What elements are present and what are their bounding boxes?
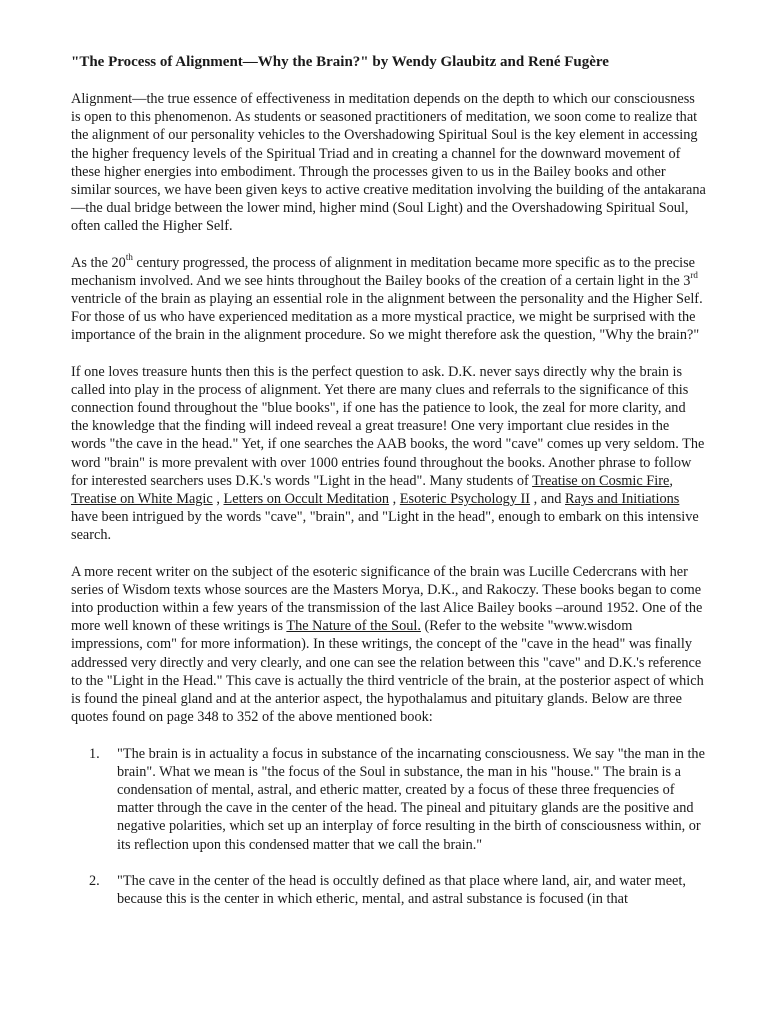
paragraph-text: Alignment—the true essence of effectiveness in meditation depends on the depth to which our consciousness is open to this phenomenon. As students or seasoned practitioners of meditation, we soon come to realize that the alignment of our personality vehicles to the Overshadowing Spiritual Soul is the key element in accessing the higher frequency levels of the Spiritual Triad and in creating a channel for the downward movement of these higher energies into embodiment. Through the processes given to us in the Bailey books and other similar sources, we have been given keys to active creative meditation involving the building of the antakarana—the dual bridge between the lower mind, higher mind (Soul Light) and the Overshadowing Spiritual Soul, often called the Higher Self. <box>71 91 706 235</box>
superscript: th <box>125 251 133 262</box>
book-title-white-magic: Treatise on White Magic <box>71 491 213 508</box>
quote-text: "The brain is in actuality a focus in substance of the incarnating consciousness. We say "the man in the brain". What we mean is "the focus of the Soul in substance, the man in his "house." The brain is a condensation of mental, astral, and etheric matter, created by a focus of these three frequencies of matter through the cave in the center of the head. The pineal and pituitary glands are the positive and negative polarities, which set up an interplay of force resulting in the birth of consciousness within, or its reflection upon this condensed matter that we call the brain." <box>117 745 705 853</box>
paragraph-text: (Refer to the website "www.wisdom impressions, com" for more information). In these writings, the concept of the "cave in the head" was finally addressed very directly and very clearly, and one can see the relation between this "cave" and D.K.'s reference to the "Light in the Head." This cave is actually the third ventricle of the brain, at the posterior aspect of which is found the pineal gland and at the anterior aspect, the hypothalamus and pituitary glands. Below are three quotes found on page 348 to 352 of the above mentioned book: <box>71 618 704 726</box>
list-item <box>71 872 706 908</box>
book-title-occult-meditation: Letters on Occult Meditation <box>223 491 390 508</box>
paragraph-cedercrans <box>71 563 706 727</box>
paragraph-text: have been intrigued by the words "cave", "brain", and "Light in the head", enough to embark on this intensive search. <box>71 509 699 544</box>
quote-text: "The cave in the center of the head is occultly defined as that place where land, air, and water meet, because this is the center in which etheric, mental, and astral substance is focused (in that <box>117 872 686 907</box>
separator: , <box>212 491 224 508</box>
quote-list <box>71 745 706 909</box>
book-title-rays-initiations: Rays and Initiations <box>565 491 680 508</box>
book-title-nature-of-soul: The Nature of the Soul. <box>286 618 421 635</box>
book-title-cosmic-fire: Treatise on Cosmic Fire <box>532 472 670 489</box>
paragraph-text: century progressed, the process of alignment in meditation became more specific as to the precise mechanism involved. And we see hints throughout the Bailey books of the creation of a certain light in the 3 <box>71 254 695 289</box>
paragraph-20th-century <box>71 251 706 345</box>
document-title: "The Process of Alignment—Why the Brain?" by Wendy Glaubitz and René Fugère <box>71 54 609 70</box>
paragraph-text: ventricle of the brain as playing an essential role in the alignment between the personality and the Higher Self. For those of us who have experienced meditation as a more mystical practice, we might be surprised with the importance of the brain in the alignment procedure. So we might therefore ask the question, "Why the brain?" <box>71 291 703 344</box>
superscript: rd <box>690 270 698 281</box>
list-item <box>71 745 706 854</box>
book-title-esoteric-psychology: Esoteric Psychology II <box>399 491 531 508</box>
paragraph-text: If one loves treasure hunts then this is the perfect question to ask. D.K. never says directly why the brain is called into play in the process of alignment. Yet there are many clues and referrals to the significance of this connection found throughout the "blue books", if one has the patience to look, the zeal for more clarity, and the knowledge that the finding will indeed reveal a great treasure! One very important clue resides in the words "the cave in the head." Yet, if one searches the AAB books, the word "cave" comes up very seldom. The word "brain" is more prevalent with over 1000 entries found throughout the books. Another phrase to follow for interested searchers uses D.K.'s words "Light in the head". Many students of <box>71 363 705 489</box>
separator: , <box>389 491 400 508</box>
paragraph-treasure-hunt <box>71 363 706 545</box>
separator: , <box>669 472 673 489</box>
paragraph-text: As the 20 <box>71 254 126 271</box>
list-number: 1. <box>89 745 100 762</box>
list-number: 2. <box>89 872 100 889</box>
paragraph-alignment <box>71 90 706 236</box>
separator: , and <box>530 491 565 508</box>
paragraph-text: A more recent writer on the subject of the esoteric significance of the brain was Lucille Cedercrans with her series of Wisdom texts whose sources are the Masters Morya, D.K., and Rakoczy. These books began to come into production within a few years of the transmission of the last Alice Bailey books –around 1952. One of the more well known of these writings is <box>71 563 703 635</box>
